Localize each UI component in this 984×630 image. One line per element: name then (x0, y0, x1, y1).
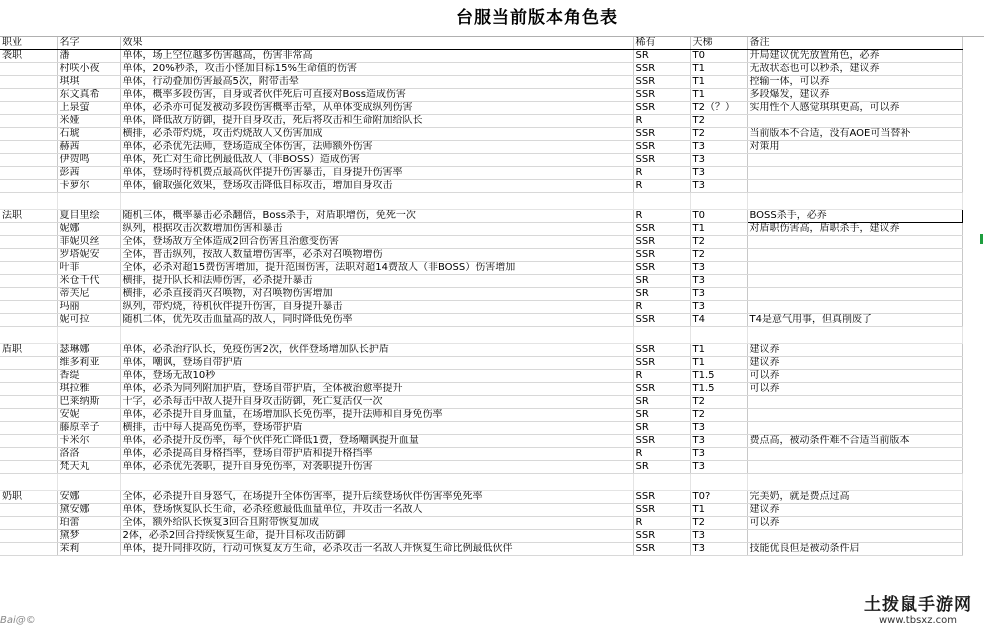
effect-cell: 单体，必杀提升反伤率，每个伙伴死亡降低1费，登场嘲讽提升血量 (120, 435, 633, 448)
table-row (0, 76, 962, 89)
table-row (0, 249, 962, 262)
table-row (0, 236, 962, 249)
name-cell: 卡萝尔 (57, 180, 120, 193)
note-cell (747, 301, 962, 314)
category-cell (0, 504, 57, 517)
rarity-cell: SSR (633, 128, 690, 141)
note-cell: 控输一体，可以养 (747, 76, 962, 89)
table-row (0, 167, 962, 180)
header-cell: 效果 (120, 37, 633, 50)
category-cell (0, 396, 57, 409)
category-cell (0, 180, 57, 193)
note-cell: 多段爆发，建议养 (747, 89, 962, 102)
name-cell: 洛洛 (57, 448, 120, 461)
note-cell: 开局建议优先放置角色，必养 (747, 50, 962, 63)
table-row (0, 141, 962, 154)
effect-cell: 全体，普击纵列，按敌人数量增伤害率，必杀对召唤物增伤 (120, 249, 633, 262)
table-row (0, 288, 962, 301)
table-row (0, 517, 962, 530)
rarity-cell: SSR (633, 262, 690, 275)
rarity-cell: R (633, 210, 690, 223)
name-cell: 琪拉雅 (57, 383, 120, 396)
note-cell (747, 249, 962, 262)
note-cell (747, 448, 962, 461)
table-row (0, 344, 962, 357)
effect-cell: 单体，必杀优先袭职，提升自身免伤率，对袭职提升伤害 (120, 461, 633, 474)
effect-cell: 单体，20%秒杀，攻击小怪加目标15%生命值的伤害 (120, 63, 633, 76)
tier-cell: T3 (690, 448, 747, 461)
rarity-cell: R (633, 448, 690, 461)
name-cell: 妮娜 (57, 223, 120, 236)
tier-cell: T1 (690, 76, 747, 89)
name-cell: 香缇 (57, 370, 120, 383)
tier-cell: T1 (690, 63, 747, 76)
rarity-cell: SSR (633, 223, 690, 236)
effect-cell: 单体，必杀为同列附加护盾，登场自带护盾，全体被治愈率提升 (120, 383, 633, 396)
rarity-cell: R (633, 517, 690, 530)
table-row (0, 461, 962, 474)
category-cell (0, 301, 57, 314)
name-cell: 黛梦 (57, 530, 120, 543)
effect-cell: 单体，登场恢复队长生命，必杀痊愈最低血量单位，并攻击一名敌人 (120, 504, 633, 517)
category-cell (0, 89, 57, 102)
category-cell (0, 275, 57, 288)
table-row (0, 409, 962, 422)
name-cell: 蒂芙尼 (57, 288, 120, 301)
table-row (0, 530, 962, 543)
category-cell (0, 236, 57, 249)
note-cell: 可以养 (747, 383, 962, 396)
effect-cell: 单体，嘲讽，登场自带护盾 (120, 357, 633, 370)
rarity-cell: SR (633, 422, 690, 435)
rarity-cell: SR (633, 288, 690, 301)
note-cell: BOSS杀手，必养 (747, 210, 962, 223)
rarity-cell: SSR (633, 491, 690, 504)
table-row (0, 63, 962, 76)
effect-cell: 单体，必杀优先法师，登场造成全体伤害，法师额外伤害 (120, 141, 633, 154)
note-cell (747, 236, 962, 249)
category-cell (0, 357, 57, 370)
baidu-watermark: Bai@© (0, 615, 36, 626)
tier-cell: T3 (690, 435, 747, 448)
effect-cell: 单体，降低敌方防御，提升自身攻击，死后将攻击和生命附加给队长 (120, 115, 633, 128)
note-cell (747, 180, 962, 193)
effect-cell: 随机三体，概率暴击必杀翻倍，Boss杀手，对盾职增伤，免死一次 (120, 210, 633, 223)
note-cell (747, 275, 962, 288)
tier-cell: T0 (690, 50, 747, 63)
tier-cell: T2 (690, 249, 747, 262)
rarity-cell: SSR (633, 344, 690, 357)
header-cell: 职业 (0, 37, 57, 50)
category-cell (0, 63, 57, 76)
tier-cell: T3 (690, 301, 747, 314)
name-cell: 琪琪 (57, 76, 120, 89)
effect-cell: 单体，必杀亦可促发被动多段伤害概率击晕，从单体变成纵列伤害 (120, 102, 633, 115)
table-row (0, 115, 962, 128)
table-row (0, 154, 962, 167)
site-name: 土拨鼠手游网 (864, 595, 972, 615)
name-cell: 梵天丸 (57, 461, 120, 474)
category-cell (0, 409, 57, 422)
name-cell: 维多莉亚 (57, 357, 120, 370)
rarity-cell: SSR (633, 357, 690, 370)
note-cell: 建议养 (747, 357, 962, 370)
name-cell: 藤原幸子 (57, 422, 120, 435)
note-cell: 建议养 (747, 504, 962, 517)
rarity-cell: SSR (633, 102, 690, 115)
category-cell (0, 249, 57, 262)
table-row (0, 370, 962, 383)
note-cell (747, 422, 962, 435)
rarity-cell: SSR (633, 141, 690, 154)
table-row (0, 435, 962, 448)
note-cell: 当前版本不合适，没有AOE可当替补 (747, 128, 962, 141)
name-cell: 巴莱纳斯 (57, 396, 120, 409)
table-row (0, 210, 962, 223)
name-cell: 米娅 (57, 115, 120, 128)
category-cell (0, 370, 57, 383)
site-watermark (860, 588, 976, 628)
effect-cell: 单体，必杀提升自身血量，在场增加队长免伤率，提升法师和自身免伤率 (120, 409, 633, 422)
category-cell (0, 115, 57, 128)
category-cell: 盾职 (0, 344, 57, 357)
tier-cell: T1 (690, 504, 747, 517)
name-cell: 夏目里绘 (57, 210, 120, 223)
tier-cell: T2 (690, 128, 747, 141)
note-cell (747, 288, 962, 301)
category-cell (0, 530, 57, 543)
header-cell: 名字 (57, 37, 120, 50)
note-cell: 技能优良但是被动条件启 (747, 543, 962, 556)
table-row (0, 422, 962, 435)
effect-cell: 单体，提升同排攻防，行动可恢复友方生命，必杀攻击一名敌人并恢复生命比例最低伙伴 (120, 543, 633, 556)
note-cell: 完美奶，就是费点过高 (747, 491, 962, 504)
rarity-cell: SSR (633, 249, 690, 262)
name-cell: 彭茜 (57, 167, 120, 180)
effect-cell: 纵列，根据攻击次数增加伤害和暴击 (120, 223, 633, 236)
rarity-cell: SSR (633, 504, 690, 517)
category-cell (0, 314, 57, 327)
tier-cell: T0? (690, 491, 747, 504)
name-cell: 黛安娜 (57, 504, 120, 517)
effect-cell: 全体，登场敌方全体造成2回合伤害且治愈变伤害 (120, 236, 633, 249)
category-cell (0, 102, 57, 115)
category-cell: 奶职 (0, 491, 57, 504)
name-cell: 珀蕾 (57, 517, 120, 530)
effect-cell: 单体，登场无敌10秒 (120, 370, 633, 383)
rarity-cell: SSR (633, 383, 690, 396)
effect-cell: 单体，偷取强化效果，登场攻击降低目标攻击，增加自身攻击 (120, 180, 633, 193)
category-cell (0, 262, 57, 275)
effect-cell: 单体，登场时待机费点最高伙伴提升伤害暴击，自身提升伤害率 (120, 167, 633, 180)
tier-cell: T2 (690, 517, 747, 530)
note-cell: 建议养 (747, 344, 962, 357)
name-cell: 玛丽 (57, 301, 120, 314)
name-cell: 伊贺鸣 (57, 154, 120, 167)
effect-cell: 单体，必杀提高自身格挡率，登场自带护盾和提升格挡率 (120, 448, 633, 461)
tier-cell: T3 (690, 262, 747, 275)
name-cell: 妮可拉 (57, 314, 120, 327)
effect-cell: 单体，行动叠加伤害最高5次，附带击晕 (120, 76, 633, 89)
note-cell: 可以养 (747, 517, 962, 530)
name-cell: 米仓千代 (57, 275, 120, 288)
character-table (0, 37, 963, 556)
tier-cell: T0 (690, 210, 747, 223)
note-cell (747, 115, 962, 128)
effect-cell: 横排，提升队长和法师伤害，必杀提升暴击 (120, 275, 633, 288)
rarity-cell: SSR (633, 89, 690, 102)
category-cell (0, 154, 57, 167)
tier-cell: T3 (690, 275, 747, 288)
effect-cell: 横排，必杀带灼烧，攻击灼烧敌人又伤害加成 (120, 128, 633, 141)
sheet-title: 台服当前版本角色表 (0, 0, 984, 37)
table-row (0, 262, 962, 275)
tier-cell: T2 (690, 409, 747, 422)
table-row (0, 102, 962, 115)
rarity-cell: SSR (633, 435, 690, 448)
header-cell: 天梯 (690, 37, 747, 50)
tier-cell: T2 (690, 115, 747, 128)
rarity-cell: SR (633, 461, 690, 474)
name-cell: 罗塔妮安 (57, 249, 120, 262)
tier-cell: T2（？） (690, 102, 747, 115)
tier-cell: T4 (690, 314, 747, 327)
name-cell: 卡米尔 (57, 435, 120, 448)
category-cell (0, 422, 57, 435)
name-cell: 潘 (57, 50, 120, 63)
table-row (0, 396, 962, 409)
table-row (0, 314, 962, 327)
effect-cell: 随机二体，优先攻击血量高的敌人，同时降低免伤率 (120, 314, 633, 327)
tier-cell: T3 (690, 288, 747, 301)
note-cell (747, 396, 962, 409)
rarity-cell: SR (633, 409, 690, 422)
table-row (0, 180, 962, 193)
effect-cell: 单体，必杀治疗队长，免疫伤害2次，伙伴登场增加队长护盾 (120, 344, 633, 357)
category-cell (0, 435, 57, 448)
note-cell (747, 461, 962, 474)
name-cell: 村咲小夜 (57, 63, 120, 76)
rarity-cell: SSR (633, 236, 690, 249)
table-row (0, 50, 962, 63)
tier-cell: T3 (690, 530, 747, 543)
table-row (0, 357, 962, 370)
tier-cell: T3 (690, 154, 747, 167)
note-cell: 可以养 (747, 370, 962, 383)
name-cell: 赫茜 (57, 141, 120, 154)
tier-cell: T2 (690, 236, 747, 249)
effect-cell: 全体，必杀对超15费伤害增加，提升范围伤害，法职对超14费敌人（非BOSS）伤害增加 (120, 262, 633, 275)
tier-cell: T1.5 (690, 383, 747, 396)
effect-cell: 单体，概率多段伤害，自身或者伙伴死后可直接对Boss造成伤害 (120, 89, 633, 102)
name-cell: 菲妮贝丝 (57, 236, 120, 249)
spacer-row (0, 474, 962, 491)
tier-cell: T1 (690, 89, 747, 102)
name-cell: 石琥 (57, 128, 120, 141)
effect-cell: 单体，场上空位越多伤害越高，伤害非常高 (120, 50, 633, 63)
note-cell (747, 167, 962, 180)
table-row (0, 448, 962, 461)
category-cell (0, 167, 57, 180)
category-cell (0, 383, 57, 396)
effect-cell: 全体，必杀提升自身怒气，在场提升全体伤害率，提升后续登场伙伴伤害率免死率 (120, 491, 633, 504)
note-cell (747, 262, 962, 275)
note-cell (747, 530, 962, 543)
site-url: www.tbsxz.com (879, 615, 957, 626)
rarity-cell: SSR (633, 76, 690, 89)
effect-cell: 单体，死亡对生命比例最低敌人（非BOSS）造成伤害 (120, 154, 633, 167)
name-cell: 东文真希 (57, 89, 120, 102)
table-row (0, 223, 962, 236)
rarity-cell: R (633, 301, 690, 314)
name-cell: 安妮 (57, 409, 120, 422)
table-row (0, 301, 962, 314)
header-cell: 稀有 (633, 37, 690, 50)
table-row (0, 383, 962, 396)
tier-cell: T1 (690, 223, 747, 236)
header-cell: 备注 (747, 37, 962, 50)
note-cell: 对盾职伤害高，盾职杀手，建议养 (747, 223, 962, 236)
rarity-cell: R (633, 370, 690, 383)
table-row (0, 504, 962, 517)
name-cell: 茉莉 (57, 543, 120, 556)
category-cell (0, 517, 57, 530)
effect-cell: 全体，额外给队长恢复3回合且附带恢复加成 (120, 517, 633, 530)
effect-cell: 十字，必杀每击中敌人提升自身攻击防御，死亡复活仅一次 (120, 396, 633, 409)
tier-cell: T3 (690, 461, 747, 474)
tier-cell: T3 (690, 141, 747, 154)
category-cell: 袭职 (0, 50, 57, 63)
rarity-cell: SSR (633, 543, 690, 556)
rarity-cell: SSR (633, 63, 690, 76)
tier-cell: T3 (690, 180, 747, 193)
table-row (0, 491, 962, 504)
table-row (0, 128, 962, 141)
effect-cell: 横排，必杀直接消灭召唤物，对召唤物伤害增加 (120, 288, 633, 301)
effect-cell: 2体，必杀2回合持续恢复生命，提升目标攻击防御 (120, 530, 633, 543)
note-cell: 对策用 (747, 141, 962, 154)
note-cell (747, 409, 962, 422)
rarity-cell: SSR (633, 314, 690, 327)
table-row (0, 275, 962, 288)
category-cell (0, 76, 57, 89)
name-cell: 叶菲 (57, 262, 120, 275)
note-cell: 无敌状态也可以秒杀，建议养 (747, 63, 962, 76)
tier-cell: T2 (690, 396, 747, 409)
name-cell: 上泉萤 (57, 102, 120, 115)
rarity-cell: SR (633, 50, 690, 63)
rarity-cell: R (633, 115, 690, 128)
category-cell (0, 288, 57, 301)
spacer-row (0, 327, 962, 344)
tier-cell: T1 (690, 357, 747, 370)
category-cell (0, 141, 57, 154)
effect-cell: 横排，击中每人提高免伤率，登场带护盾 (120, 422, 633, 435)
rarity-cell: R (633, 167, 690, 180)
note-cell: 费点高，被动条件难不合适当前版本 (747, 435, 962, 448)
note-cell: 实用性个人感觉琪琪更高，可以养 (747, 102, 962, 115)
name-cell: 安娜 (57, 491, 120, 504)
table-row (0, 543, 962, 556)
spacer-row (0, 193, 962, 210)
category-cell (0, 461, 57, 474)
category-cell: 法职 (0, 210, 57, 223)
tier-cell: T3 (690, 543, 747, 556)
category-cell (0, 448, 57, 461)
header-row (0, 37, 962, 50)
rarity-cell: R (633, 180, 690, 193)
category-cell (0, 543, 57, 556)
tier-cell: T3 (690, 422, 747, 435)
tier-cell: T1 (690, 344, 747, 357)
note-cell (747, 154, 962, 167)
tier-cell: T1.5 (690, 370, 747, 383)
table-row (0, 89, 962, 102)
effect-cell: 纵列，带灼烧，待机伙伴提升伤害，自身提升暴击 (120, 301, 633, 314)
rarity-cell: SR (633, 275, 690, 288)
rarity-cell: SR (633, 396, 690, 409)
rarity-cell: SSR (633, 530, 690, 543)
rarity-cell: SSR (633, 154, 690, 167)
tier-cell: T3 (690, 167, 747, 180)
name-cell: 瑟琳娜 (57, 344, 120, 357)
category-cell (0, 223, 57, 236)
note-cell: T4是意气用事，但真削废了 (747, 314, 962, 327)
category-cell (0, 128, 57, 141)
selection-mark (980, 234, 983, 244)
